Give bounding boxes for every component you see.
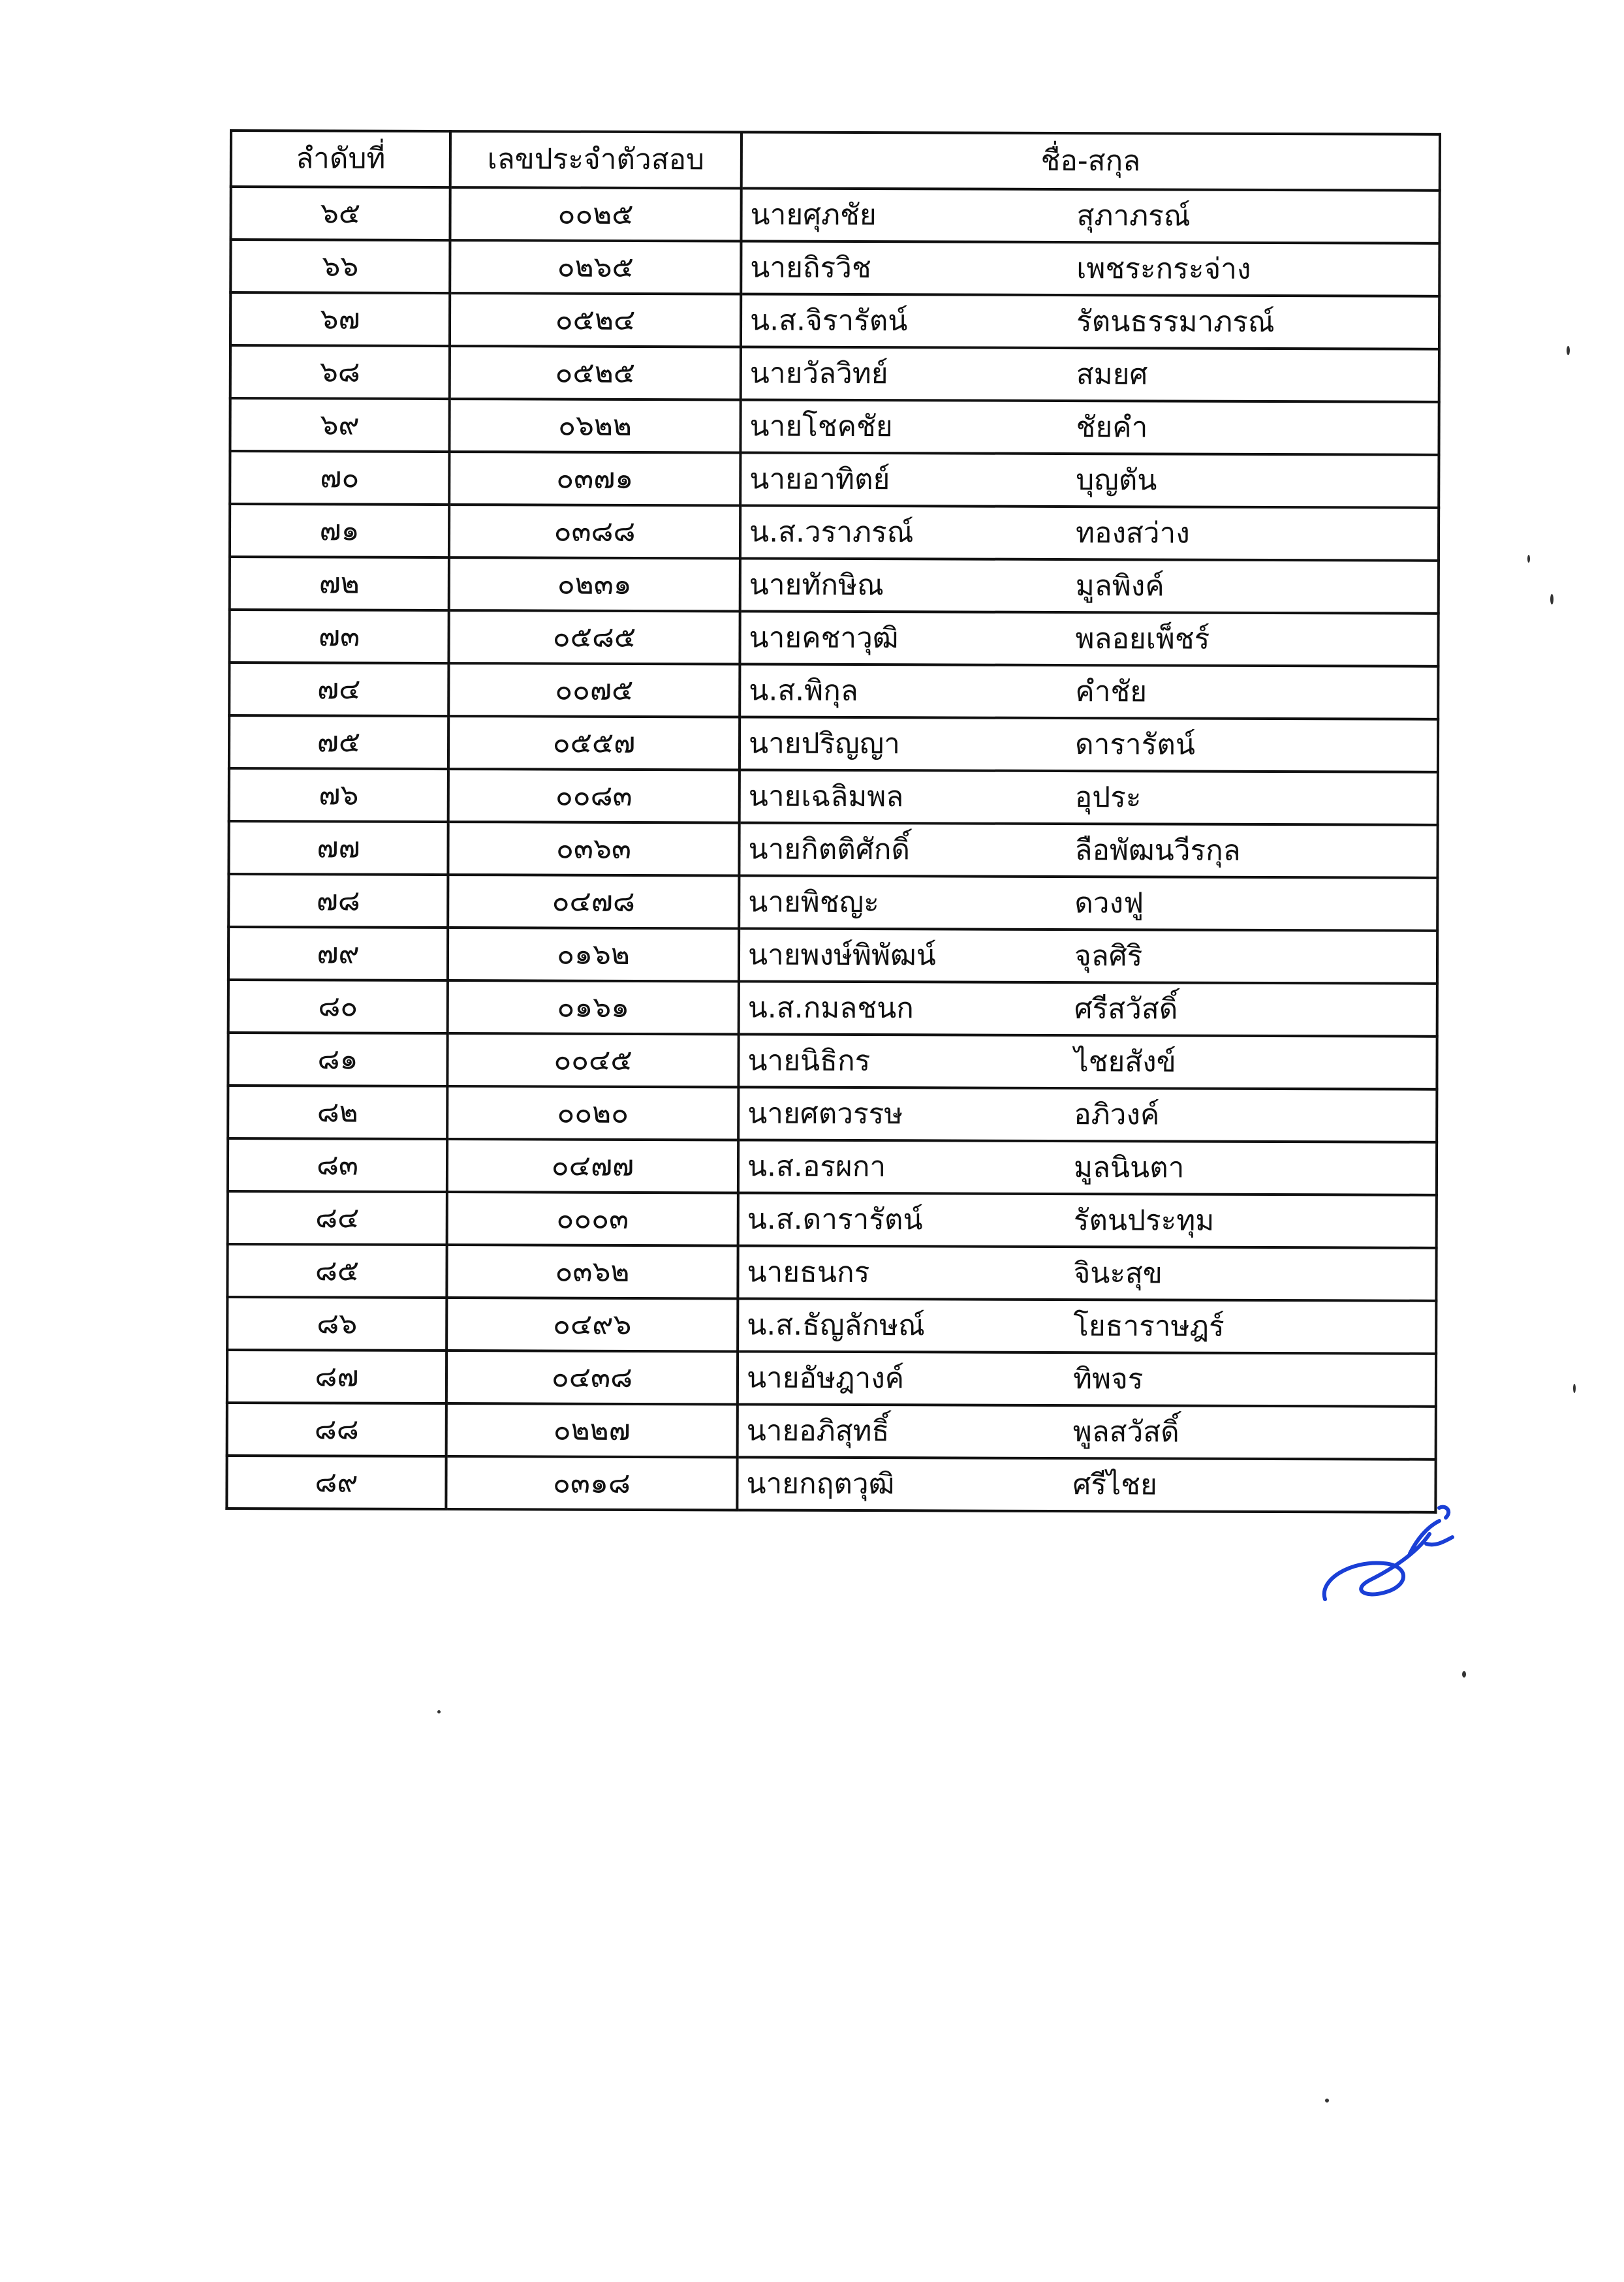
last-name: พลอยเพ็ชร์ bbox=[1075, 621, 1210, 656]
first-name: น.ส.อรผกา bbox=[747, 1149, 886, 1183]
table-row bbox=[228, 821, 1437, 878]
cell-name bbox=[740, 717, 1438, 772]
table-row bbox=[230, 240, 1439, 296]
table-row bbox=[228, 1191, 1437, 1248]
cell-exam-id: ๐๔๗๗ bbox=[447, 1139, 738, 1193]
first-name: นายเฉลิมพล bbox=[748, 779, 904, 813]
cell-seq: ๘๐ bbox=[228, 980, 448, 1033]
first-name: นายปริญญา bbox=[748, 727, 900, 760]
first-name: นายโชคชัย bbox=[749, 409, 893, 443]
table-header-row bbox=[231, 131, 1440, 191]
table-body bbox=[226, 187, 1439, 1512]
cell-name bbox=[740, 452, 1439, 507]
last-name: คำชัย bbox=[1075, 674, 1148, 708]
scan-speck bbox=[1573, 1384, 1576, 1393]
cell-name bbox=[739, 981, 1437, 1036]
cell-exam-id: ๐๔๙๖ bbox=[446, 1298, 738, 1351]
cell-seq: ๘๕ bbox=[227, 1244, 446, 1298]
cell-name bbox=[738, 1351, 1436, 1406]
signature-mark bbox=[1312, 1482, 1475, 1612]
cell-seq: ๘๖ bbox=[227, 1297, 446, 1351]
candidate-table bbox=[225, 129, 1441, 1514]
last-name: ทองสว่าง bbox=[1075, 516, 1190, 550]
cell-name bbox=[738, 1298, 1436, 1353]
cell-seq: ๖๖ bbox=[230, 240, 450, 293]
scan-speck bbox=[1325, 2099, 1329, 2102]
cell-seq: ๘๙ bbox=[226, 1456, 446, 1509]
table-row bbox=[226, 1456, 1435, 1512]
table-row bbox=[230, 451, 1439, 508]
scan-speck bbox=[1527, 555, 1530, 563]
cell-exam-id: ๐๕๘๕ bbox=[448, 610, 740, 664]
cell-seq: ๖๕ bbox=[230, 187, 450, 240]
table-row bbox=[227, 1403, 1436, 1460]
last-name: จินะสุข bbox=[1073, 1256, 1163, 1290]
cell-exam-id: ๐๓๖๒ bbox=[446, 1245, 738, 1298]
scan-speck bbox=[437, 1710, 441, 1713]
table-row bbox=[228, 1033, 1437, 1089]
last-name: รัตนธรรมาภรณ์ bbox=[1076, 304, 1275, 339]
table-row bbox=[227, 1297, 1436, 1354]
table-row bbox=[229, 610, 1438, 666]
cell-exam-id: ๐๔๓๘ bbox=[446, 1351, 738, 1404]
table-row bbox=[230, 187, 1439, 243]
table-row bbox=[230, 345, 1439, 402]
cell-seq: ๖๘ bbox=[230, 345, 450, 399]
last-name: ชัยคำ bbox=[1076, 410, 1148, 444]
first-name: นายทักษิณ bbox=[749, 568, 884, 602]
cell-seq: ๗๙ bbox=[228, 927, 448, 980]
header-seq: ลำดับที่ bbox=[231, 131, 450, 187]
first-name: น.ส.พิกุล bbox=[749, 674, 858, 708]
cell-exam-id: ๐๕๕๗ bbox=[448, 716, 740, 770]
last-name: พูลสวัสดิ์ bbox=[1072, 1415, 1179, 1449]
first-name: นายอัษฎางค์ bbox=[746, 1360, 905, 1395]
cell-seq: ๗๔ bbox=[229, 663, 448, 716]
last-name: อุประ bbox=[1074, 780, 1142, 814]
first-name: น.ส.ธัญลักษณ์ bbox=[747, 1307, 926, 1342]
cell-seq: ๗๐ bbox=[230, 451, 449, 505]
cell-seq: ๘๘ bbox=[227, 1403, 446, 1456]
cell-exam-id: ๐๖๒๒ bbox=[449, 399, 740, 452]
first-name: นายกิตติศักดิ์ bbox=[748, 832, 911, 866]
cell-seq: ๘๒ bbox=[228, 1086, 447, 1139]
cell-name bbox=[741, 241, 1439, 296]
cell-seq: ๖๙ bbox=[230, 398, 449, 452]
first-name: นายกฤตวุฒิ bbox=[746, 1466, 895, 1501]
cell-seq: ๘๓ bbox=[228, 1138, 447, 1192]
table-row bbox=[230, 398, 1439, 455]
last-name: ลือพัฒนวีรกุล bbox=[1074, 833, 1241, 867]
cell-name bbox=[738, 1140, 1437, 1195]
cell-seq: ๗๖ bbox=[229, 768, 448, 822]
cell-name bbox=[739, 875, 1437, 930]
last-name: ดารารัตน์ bbox=[1074, 727, 1196, 762]
cell-exam-id: ๐๒๓๑ bbox=[449, 557, 740, 611]
cell-name bbox=[739, 822, 1437, 877]
first-name: นายพิชญะ bbox=[748, 885, 879, 919]
cell-name bbox=[738, 1034, 1437, 1089]
table-row bbox=[227, 1350, 1436, 1407]
cell-exam-id: ๐๑๖๒ bbox=[448, 928, 739, 981]
table-row bbox=[230, 557, 1439, 614]
table-row bbox=[228, 1138, 1437, 1195]
cell-name bbox=[741, 294, 1439, 349]
last-name: บุญตัน bbox=[1076, 463, 1157, 497]
last-name: ศรีไชย bbox=[1072, 1467, 1157, 1501]
cell-exam-id: ๐๕๒๕ bbox=[450, 346, 741, 399]
table-row bbox=[228, 1086, 1437, 1142]
last-name: ทิพจร bbox=[1072, 1362, 1144, 1396]
header-exam-id: เลขประจำตัวสอบ bbox=[450, 131, 742, 188]
last-name: มูลนินตา bbox=[1073, 1150, 1185, 1185]
cell-exam-id: ๐๐๒๕ bbox=[450, 187, 741, 241]
first-name: นายอภิสุทธิ์ bbox=[746, 1413, 890, 1448]
cell-seq: ๘๑ bbox=[228, 1033, 447, 1086]
first-name: น.ส.วราภรณ์ bbox=[749, 515, 914, 549]
cell-seq: ๗๗ bbox=[228, 821, 448, 875]
cell-seq: ๘๗ bbox=[227, 1350, 446, 1403]
cell-name bbox=[738, 1193, 1437, 1247]
table-row bbox=[229, 663, 1438, 719]
first-name: นายคชาวุฒิ bbox=[749, 621, 899, 655]
cell-exam-id: ๐๐๘๓ bbox=[448, 769, 740, 822]
last-name: สุภาภรณ์ bbox=[1076, 198, 1191, 233]
document-sheet bbox=[225, 129, 1439, 1514]
scan-speck bbox=[1567, 346, 1570, 355]
first-name: น.ส.จิรารัตน์ bbox=[750, 304, 908, 337]
table-row bbox=[230, 504, 1439, 561]
table-row bbox=[229, 715, 1438, 772]
last-name: อภิวงค์ bbox=[1074, 1097, 1160, 1131]
cell-exam-id: ๐๓๑๘ bbox=[446, 1456, 737, 1510]
cell-exam-id: ๐๐๗๕ bbox=[448, 663, 740, 717]
cell-name bbox=[738, 1404, 1436, 1459]
cell-exam-id: ๐๐๐๓ bbox=[447, 1192, 738, 1245]
cell-exam-id: ๐๓๗๑ bbox=[449, 452, 740, 505]
first-name: นายศุภชัย bbox=[750, 198, 877, 232]
scan-speck bbox=[1462, 1671, 1466, 1678]
cell-name bbox=[741, 347, 1439, 401]
first-name: นายวัลวิทย์ bbox=[749, 356, 888, 390]
first-name: น.ส.กมลชนก bbox=[747, 991, 914, 1025]
first-name: นายถิรวิช bbox=[750, 251, 871, 285]
first-name: น.ส.ดารารัตน์ bbox=[747, 1202, 923, 1236]
last-name: เพชระกระจ่าง bbox=[1076, 251, 1251, 286]
table-row bbox=[229, 768, 1438, 825]
cell-exam-id: ๐๔๗๘ bbox=[448, 875, 739, 928]
cell-name bbox=[740, 770, 1438, 824]
last-name: โยธาราษฎร์ bbox=[1073, 1309, 1225, 1343]
cell-exam-id: ๐๒๒๗ bbox=[446, 1403, 738, 1457]
header-name: ชื่อ-สกุล bbox=[742, 132, 1440, 190]
cell-name bbox=[740, 558, 1439, 613]
cell-exam-id: ๐๒๖๕ bbox=[450, 240, 741, 294]
first-name: นายนิธิกร bbox=[747, 1044, 871, 1078]
cell-name bbox=[738, 1245, 1436, 1300]
cell-name bbox=[740, 505, 1439, 560]
cell-seq: ๗๑ bbox=[230, 504, 449, 557]
cell-exam-id: ๐๐๔๕ bbox=[447, 1033, 738, 1087]
first-name: นายพงษ์พิพัฒน์ bbox=[747, 938, 937, 972]
table-row bbox=[227, 1244, 1436, 1301]
cell-exam-id: ๐๑๖๑ bbox=[448, 980, 739, 1034]
cell-exam-id: ๐๓๘๘ bbox=[449, 505, 740, 558]
cell-exam-id: ๐๐๒๐ bbox=[447, 1086, 738, 1140]
last-name: จุลศิริ bbox=[1074, 939, 1143, 973]
last-name: ดวงฟู bbox=[1074, 886, 1144, 920]
last-name: รัตนประทุม bbox=[1073, 1203, 1215, 1238]
table-row bbox=[230, 292, 1439, 349]
last-name: ไชยสังข์ bbox=[1074, 1044, 1176, 1079]
cell-seq: ๖๗ bbox=[230, 292, 450, 346]
cell-seq: ๗๕ bbox=[229, 715, 448, 769]
table-row bbox=[228, 927, 1437, 984]
cell-seq: ๘๔ bbox=[228, 1191, 447, 1245]
first-name: นายศตวรรษ bbox=[747, 1096, 903, 1131]
last-name: ศรีสวัสดิ์ bbox=[1074, 992, 1178, 1026]
cell-exam-id: ๐๕๒๔ bbox=[450, 293, 741, 347]
last-name: สมยศ bbox=[1076, 357, 1148, 391]
first-name: นายอาทิตย์ bbox=[749, 462, 890, 496]
cell-name bbox=[740, 399, 1439, 454]
cell-name bbox=[741, 188, 1439, 243]
cell-seq: ๗๓ bbox=[229, 610, 448, 663]
first-name: นายธนกร bbox=[747, 1255, 870, 1289]
cell-seq: ๗๘ bbox=[228, 874, 448, 928]
cell-name bbox=[738, 1087, 1437, 1142]
cell-seq: ๗๒ bbox=[230, 557, 449, 610]
table-row bbox=[228, 980, 1437, 1037]
cell-name bbox=[740, 664, 1438, 719]
last-name: มูลพิงค์ bbox=[1075, 569, 1164, 603]
cell-name bbox=[739, 928, 1437, 983]
scan-speck bbox=[1550, 594, 1554, 604]
table-row bbox=[228, 874, 1437, 931]
cell-name bbox=[740, 611, 1438, 666]
cell-exam-id: ๐๓๖๓ bbox=[448, 822, 739, 875]
